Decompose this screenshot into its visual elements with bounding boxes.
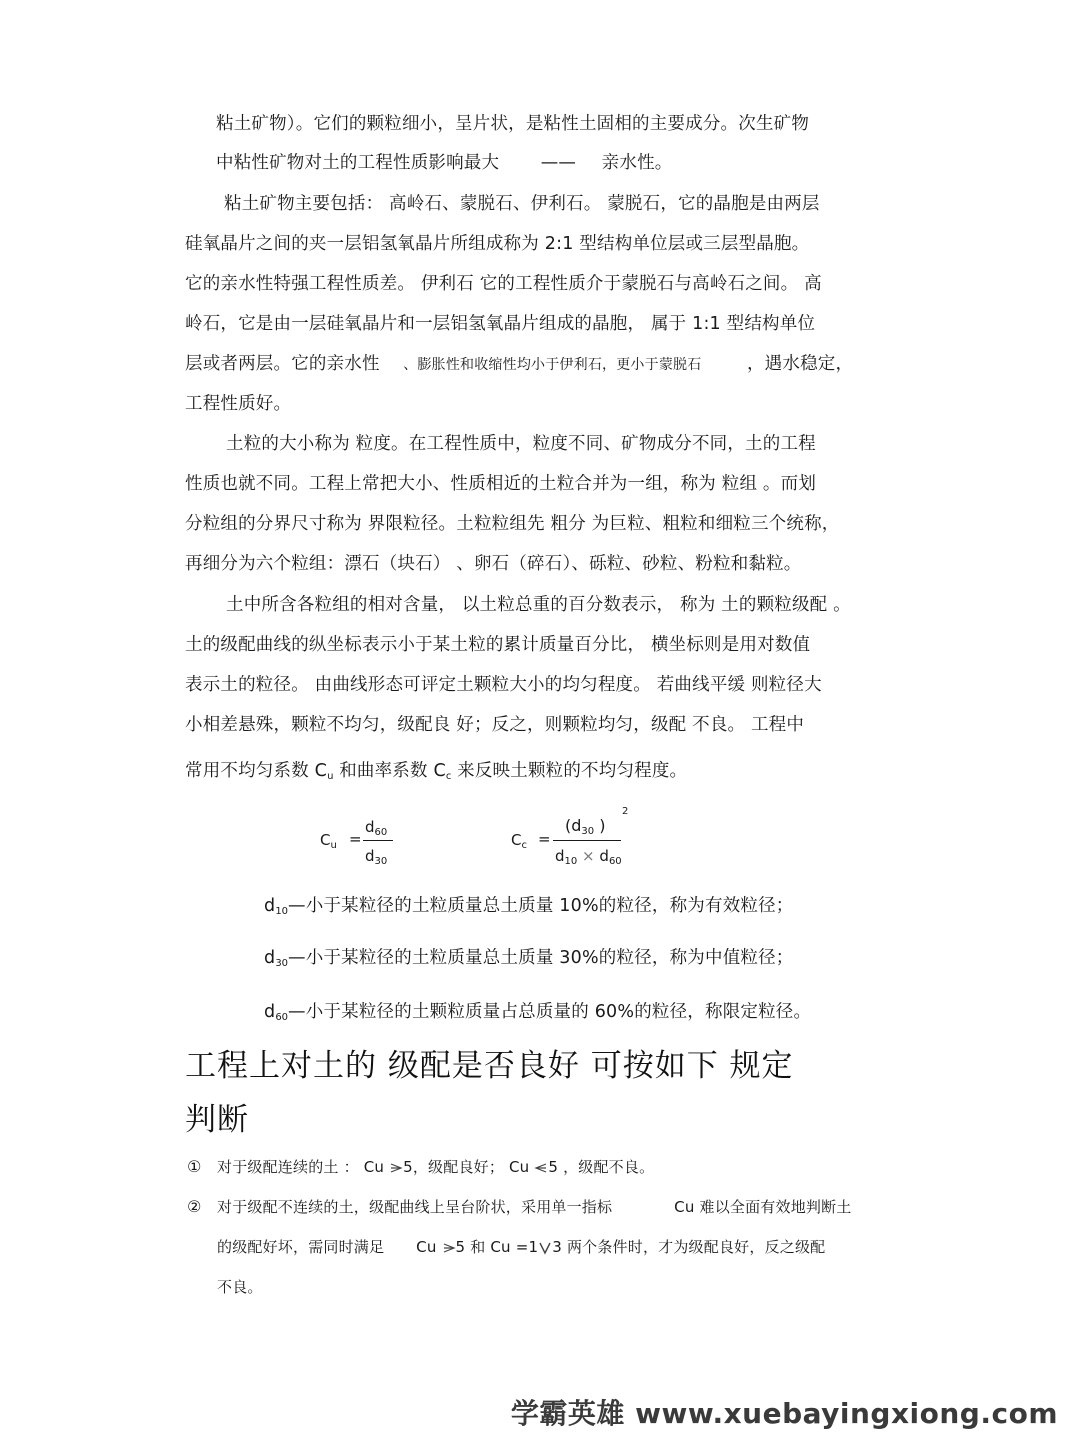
formula-cu-lhs xyxy=(320,831,337,851)
text-span: 中粘性矿物对土的工程性质影响最大 xyxy=(216,153,500,173)
less-equal-icon xyxy=(538,1240,552,1256)
paragraph-line: 粘土矿物）。它们的颗粒细小，呈片状，是粘性土固相的主要成分。次生矿物 xyxy=(216,114,810,134)
formula-cc-denominator xyxy=(555,847,622,867)
symbol: d xyxy=(264,1002,276,1022)
formula-cu-numerator xyxy=(365,818,387,838)
section-heading-line2: 判断 xyxy=(185,1102,249,1138)
subscript: 30 xyxy=(581,826,595,837)
text-span: 常用不均匀系数 C xyxy=(185,761,328,781)
formula-cc-lhs xyxy=(511,831,527,851)
greater-than-icon xyxy=(442,1241,456,1255)
paragraph-line xyxy=(216,151,672,175)
subscript: 60 xyxy=(275,1012,289,1023)
paragraph-line xyxy=(185,759,687,789)
rule-2-line1 xyxy=(187,1195,852,1219)
times-sign: × xyxy=(582,847,595,865)
formula-cu-denominator xyxy=(365,847,387,867)
rule-text: 5，级配良好； Cu xyxy=(403,1158,530,1176)
paragraph-line: 工程性质好。 xyxy=(185,394,292,414)
fraction-bar xyxy=(363,840,393,841)
subscript: u xyxy=(327,771,334,782)
paragraph-line: 小相差悬殊，颗粒不均匀，级配良 好；反之，则颗粒均匀，级配 不良。 工程中 xyxy=(185,715,805,735)
subscript: u xyxy=(330,840,337,851)
symbol: d xyxy=(264,896,276,916)
text-span: ，遇水稳定， xyxy=(746,354,854,374)
rule-text: Cu 难以全面有效地判断土 xyxy=(674,1198,852,1216)
text-span: 、膨胀性和收缩性均小于伊利石，更小于蒙脱石 xyxy=(403,357,702,373)
rule-text: 5 和 Cu =1 xyxy=(455,1238,539,1256)
paragraph-line: 分粒组的分界尺寸称为 界限粒径。土粒粒组先 粗分 为巨粒、粗粒和细粒三个统称， xyxy=(185,514,840,534)
paragraph-line: 再细分为六个粒组：漂石（块石） 、卵石（碎石）、砾粒、砂粒、粉粒和黏粒。 xyxy=(185,554,802,574)
symbol: d xyxy=(365,847,375,865)
rule-text: 的级配好坏，需同时满足 xyxy=(217,1238,385,1256)
rule-text: 3 两个条件时，才为级配良好，反之级配 xyxy=(552,1238,826,1256)
definition-text: —小于某粒径的土粒质量总土质量 30%的粒径，称为中值粒径； xyxy=(288,948,794,968)
section-heading-line1: 工程上对土的 级配是否良好 可按如下 规定 xyxy=(185,1048,794,1084)
text-span: 亲水性。 xyxy=(601,153,673,173)
subscript: 10 xyxy=(275,906,289,917)
subscript: 60 xyxy=(374,827,388,838)
watermark-text: 学霸英雄 www.xuebayingxiong.com xyxy=(510,1397,1058,1430)
rule-2-line3: 不良。 xyxy=(217,1278,263,1296)
symbol: C xyxy=(320,831,331,849)
text-span: 层或者两层。它的亲水性 xyxy=(185,354,380,374)
paragraph-line: 表示土的粒径。 由曲线形态可评定土颗粒大小的均匀程度。 若曲线平缓 则粒径大 xyxy=(185,675,822,695)
symbol: d xyxy=(555,847,565,865)
less-than-icon xyxy=(534,1161,548,1175)
rule-2-line2 xyxy=(217,1235,825,1259)
subscript: 30 xyxy=(275,958,289,969)
rule-text: 对于级配连续的土 ： Cu xyxy=(217,1158,385,1176)
rule-number: ① xyxy=(187,1157,202,1176)
symbol: d xyxy=(365,818,375,836)
paragraph-line: 硅氧晶片之间的夹一层铝氢氧晶片所组成称为 2:1 型结构单位层或三层型晶胞。 xyxy=(185,234,810,254)
formula-cc-exponent: 2 xyxy=(622,806,629,817)
paragraph-line xyxy=(185,352,853,377)
paragraph-line: 土中所含各粒组的相对含量， 以土粒总重的百分数表示， 称为 土的颗粒级配 。 xyxy=(226,595,851,615)
paragraph-line: 土的级配曲线的纵坐标表示小于某土粒的累计质量百分比， 横坐标则是用对数值 xyxy=(185,635,811,655)
rule-1 xyxy=(187,1155,654,1179)
subscript: 60 xyxy=(608,856,622,867)
definition-d10 xyxy=(264,894,794,924)
rule-text: Cu xyxy=(416,1238,437,1256)
symbol: d xyxy=(264,948,276,968)
symbol: d xyxy=(599,847,609,865)
equals-sign: = xyxy=(538,830,551,848)
rule-text: 5 ，级配不良。 xyxy=(548,1158,655,1176)
paragraph-line: 岭石，它是由一层硅氧晶片和一层铝氢氧晶片组成的晶胞， 属于 1:1 型结构单位 xyxy=(185,314,816,334)
rule-number: ② xyxy=(187,1197,202,1216)
subscript: 10 xyxy=(564,856,578,867)
symbol: C xyxy=(511,831,522,849)
subscript: c xyxy=(521,840,527,851)
equals-sign: = xyxy=(349,830,362,848)
paragraph-line: 性质也就不同。工程上常把大小、性质相近的土粒合并为一组，称为 粒组 。而划 xyxy=(185,474,817,494)
definition-d60 xyxy=(264,1000,811,1030)
text-span: 来反映土颗粒的不均匀程度。 xyxy=(451,761,688,781)
paragraph-line: 土粒的大小称为 粒度。在工程性质中，粒度不同、矿物成分不同，土的工程 xyxy=(226,434,816,454)
fraction-bar xyxy=(553,840,621,841)
symbol: ) xyxy=(594,816,606,835)
subscript: 30 xyxy=(374,856,388,867)
definition-text: —小于某粒径的土颗粒质量占总质量的 60%的粒径，称限定粒径。 xyxy=(288,1002,812,1022)
formula-cc-numerator xyxy=(565,816,605,837)
definition-d30 xyxy=(264,946,794,976)
symbol: (d xyxy=(565,816,582,835)
text-span: —— xyxy=(540,153,577,173)
subscript: c xyxy=(445,771,452,782)
greater-than-icon xyxy=(389,1161,403,1175)
text-span: 和曲率系数 C xyxy=(333,761,446,781)
paragraph-line: 它的亲水性特强工程性质差。 伊利石 它的工程性质介于蒙脱石与高岭石之间。 高 xyxy=(185,274,822,294)
rule-text: 对于级配不连续的土，级配曲线上呈台阶状，采用单一指标 xyxy=(217,1198,613,1216)
definition-text: —小于某粒径的土粒质量总土质量 10%的粒径，称为有效粒径； xyxy=(288,896,794,916)
paragraph-line: 粘土矿物主要包括： 高岭石、蒙脱石、伊利石。 蒙脱石，它的晶胞是由两层 xyxy=(224,194,820,214)
